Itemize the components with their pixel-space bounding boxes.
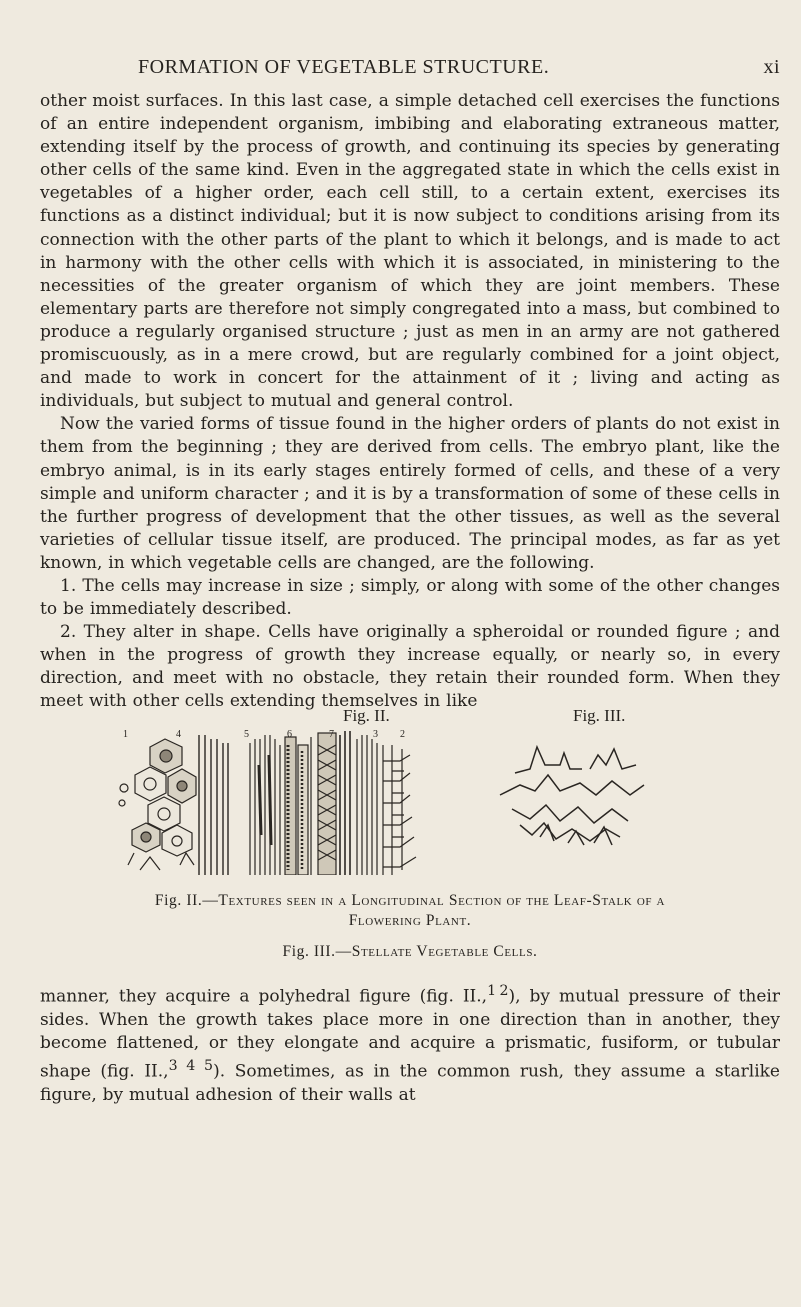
caption-text: Flowering Plant. bbox=[348, 912, 472, 929]
fig2-annular-vessels bbox=[318, 731, 350, 875]
figure-illustrations bbox=[0, 725, 801, 875]
page-header bbox=[40, 56, 780, 79]
fig2-elongated-cells bbox=[357, 735, 377, 875]
fig3-label: Fig. III. bbox=[573, 706, 626, 725]
superscript: 3 4 5 bbox=[168, 1057, 214, 1074]
body-text-bottom bbox=[40, 980, 780, 1107]
part-number: 3 bbox=[373, 729, 378, 740]
caption-text: Textures seen in a Longitudinal Section of the Leaf-Stalk of a bbox=[218, 892, 666, 909]
paragraph: other moist surfaces. In this last case, a simple detached cell exercises the functions of an entire independent organism, imbibing and elaborating extraneous matter, extending itself by the process of growth, and continuing its species by generating other cells of the same kind. Even in the aggregated state in which the cells exist in vegetables of a higher order, each cell still, to a certain extent, exercises its functions as a distinct individual; but it is now subject to conditions arising from its connection with the other parts of the plant to which it belongs, and is made to act in harmony with the other cells with which it is associated, in ministering to the necessities of the greater organism of which they are joint members. These elementary parts are therefore not simply congregated into a mass, but combined to produce a regularly organised structure ; just as men in an army are not gathered promiscuously, as in a mere crowd, but are regularly combined for a joint object, and made to work in concert for the attainment of it ; living and acting as individuals, but subject to mutual and general control. bbox=[40, 91, 780, 412]
fig-reference: II., bbox=[462, 986, 488, 1007]
fig3-caption bbox=[40, 943, 780, 961]
part-number: 1 bbox=[123, 729, 128, 740]
part-number: 7 bbox=[329, 729, 334, 740]
part-number: 6 bbox=[287, 729, 292, 740]
fig2-caption bbox=[40, 892, 780, 930]
superscript: 1 bbox=[487, 983, 497, 999]
fig-reference: II., bbox=[144, 1061, 169, 1082]
paragraph: Now the varied forms of tissue found in the higher orders of plants do not exist in them from the beginning ; they are derived from cells. The embryo plant, like the embryo animal, is in its early stages entirely formed of cells, and these of a very simple and uniform character ; and it is by a transformation of some of these cells in the further progress of development that the other tissues, as well as the several varieties of cellular tissue itself, are produced. The principal modes, as far as yet known, in which vegetable cells are changed, are the following. bbox=[40, 414, 780, 573]
part-number: 5 bbox=[244, 729, 249, 740]
fig2-polyhedral-cells bbox=[119, 739, 196, 870]
paragraph bbox=[40, 980, 780, 1107]
fig2-tubular-cells bbox=[199, 735, 228, 875]
fig2-fusiform-cells bbox=[250, 735, 280, 875]
superscript: 2 bbox=[499, 983, 509, 999]
paragraph: 1. The cells may increase in size ; simply, or along with some of the other changes to be immediately described. bbox=[40, 575, 780, 620]
page-number: xi bbox=[763, 56, 780, 78]
caption-prefix: Fig. III.— bbox=[282, 943, 352, 960]
part-number: 2 bbox=[400, 729, 405, 740]
caption-prefix: Fig. II.— bbox=[154, 892, 219, 909]
caption-text: Stellate Vegetable Cells. bbox=[351, 943, 538, 960]
text-run: ). Sometimes, as in the common rush, they assume a starlike figure, by mutual adhesion of their walls at bbox=[40, 1061, 780, 1105]
running-title: FORMATION OF VEGETABLE STRUCTURE. bbox=[138, 56, 550, 78]
text-run: manner, they acquire a polyhedral figure (fig. bbox=[40, 986, 463, 1007]
body-text-top bbox=[40, 90, 780, 714]
fig2-spiral-vessels bbox=[285, 737, 311, 875]
paragraph: 2. They alter in shape. Cells have originally a spheroidal or rounded figure ; and when in the progress of growth they increase equally, or nearly so, in every direction, and meet with no obstacle, they retain their rounded form. When they meet with other cells extending themselves in like bbox=[40, 622, 780, 712]
fig2-illustration bbox=[119, 731, 416, 875]
fig3-illustration bbox=[500, 747, 644, 845]
part-number: 4 bbox=[176, 729, 181, 740]
fig2-prismatic-cells bbox=[383, 745, 416, 875]
fig2-label: Fig. II. bbox=[343, 706, 390, 725]
text-run: ), by mutual pressure of their sides. When the growth takes place more in one direction than in another, they become flattened, or they elongate and acquire a prismatic, fusiform, or tubular shape (fig. bbox=[40, 986, 780, 1082]
